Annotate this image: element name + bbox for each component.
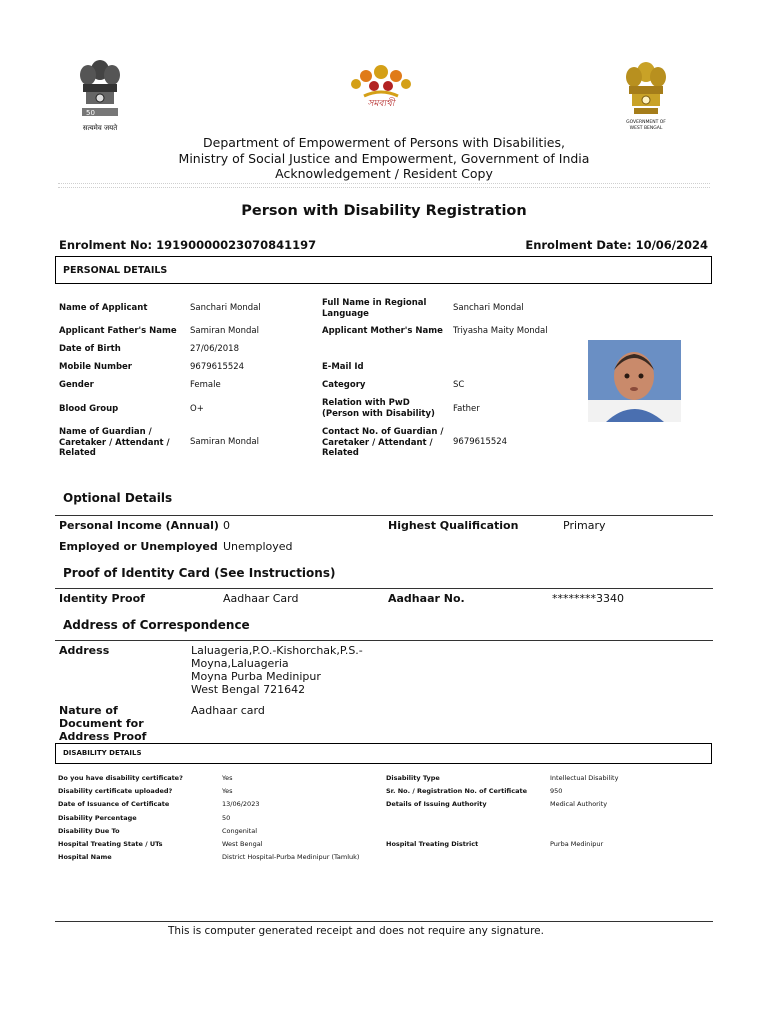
optional-details-title: Optional Details [63, 491, 173, 505]
dob-label: Date of Birth [59, 344, 121, 354]
divider [58, 187, 710, 188]
identity-proof-label: Identity Proof [59, 592, 145, 605]
qualification-value: Primary [563, 519, 606, 532]
divider [55, 588, 713, 589]
regional-name-label: Full Name in Regional Language [322, 298, 427, 319]
disability-type-value: Intellectual Disability [550, 774, 619, 782]
percentage-value: 50 [222, 814, 231, 822]
income-label: Personal Income (Annual) [59, 519, 219, 532]
divider [58, 183, 710, 184]
footer-note: This is computer generated receipt and does not require any signature. [168, 925, 544, 937]
address-label: Address [59, 644, 110, 657]
mother-name: Triyasha Maity Mondal [453, 326, 548, 336]
hospital-district-value: Purba Medinipur [550, 840, 604, 848]
identity-proof-title: Proof of Identity Card (See Instructions) [63, 566, 336, 580]
blood-group-value: O+ [190, 404, 204, 414]
applicant-name: Sanchari Mondal [190, 303, 261, 313]
header-copy-type: Acknowledgement / Resident Copy [275, 166, 493, 181]
issue-date-label: Date of Issuance of Certificate [58, 800, 170, 808]
income-value: 0 [223, 519, 230, 532]
disability-type-label: Disability Type [386, 774, 440, 782]
regional-name: Sanchari Mondal [453, 303, 524, 313]
guardian-contact-label: Contact No. of Guardian / Caretaker / Attendant / Related [322, 427, 444, 458]
category-label: Category [322, 380, 366, 390]
employment-value: Unemployed [223, 540, 293, 553]
national-emblem-left [74, 58, 126, 134]
address-title: Address of Correspondence [63, 618, 250, 632]
address-proof-value: Aadhaar card [191, 704, 265, 717]
relation-label: Relation with PwD (Person with Disability) [322, 398, 435, 419]
certificate-label: Do you have disability certificate? [58, 774, 183, 782]
guardian-contact: 9679615524 [453, 437, 508, 447]
due-to-label: Disability Due To [58, 827, 120, 835]
enrolment-date: Enrolment Date: 10/06/2024 [525, 238, 708, 252]
center-logo [344, 58, 418, 118]
personal-details-header [55, 256, 712, 284]
father-label: Applicant Father's Name [59, 326, 177, 336]
mobile-label: Mobile Number [59, 362, 132, 372]
address-line-2: Moyna,Laluageria [191, 657, 289, 670]
page-title: Person with Disability Registration [241, 203, 527, 219]
mother-label: Applicant Mother's Name [322, 326, 443, 336]
authority-value: Medical Authority [550, 800, 608, 808]
disability-details-title: DISABILITY DETAILS [63, 749, 142, 757]
address-line-4: West Bengal 721642 [191, 683, 306, 696]
hospital-state-value: West Bengal [222, 840, 263, 848]
divider [55, 640, 713, 641]
issue-date-value: 13/06/2023 [222, 800, 260, 808]
hospital-name-label: Hospital Name [58, 853, 112, 861]
mobile-value: 9679615524 [190, 362, 245, 372]
personal-details-title: PERSONAL DETAILS [63, 265, 168, 276]
hospital-name-value: District Hospital-Purba Medinipur (Tamluk) [222, 853, 360, 861]
employment-label: Employed or Unemployed [59, 540, 218, 553]
hospital-district-label: Hospital Treating District [386, 840, 479, 848]
name-label: Name of Applicant [59, 303, 148, 313]
emblem-left-caption: सत्यमेव जयते [82, 124, 118, 132]
certificate-number-value: 950 [550, 787, 563, 795]
identity-proof-value: Aadhaar Card [223, 592, 299, 605]
header-ministry: Ministry of Social Justice and Empowerment, Government of India [178, 150, 590, 166]
hospital-state-label: Hospital Treating State / UTs [58, 840, 163, 848]
address-line-3: Moyna Purba Medinipur [191, 670, 321, 683]
blood-group-label: Blood Group [59, 404, 119, 414]
relation-value: Father [453, 404, 480, 414]
dob-value: 27/06/2018 [190, 344, 239, 354]
disability-details-header [55, 743, 712, 764]
aadhaar-label: Aadhaar No. [388, 592, 465, 605]
svg-text:50: 50 [86, 109, 95, 117]
address-line-1: Laluageria,P.O.-Kishorchak,P.S.- [191, 644, 363, 657]
header-department: Department of Empowerment of Persons with Disabilities, [203, 135, 565, 150]
certificate-value: Yes [222, 774, 233, 782]
guardian-label: Name of Guardian / Caretaker / Attendant / Related [59, 427, 170, 458]
uploaded-value: Yes [222, 787, 233, 795]
guardian-name: Samiran Mondal [190, 437, 259, 447]
percentage-label: Disability Percentage [58, 814, 137, 822]
email-label: E-Mail Id [322, 362, 364, 372]
gender-label: Gender [59, 380, 94, 390]
category-value: SC [453, 380, 465, 390]
aadhaar-value: ********3340 [552, 592, 624, 605]
address-proof-label: Nature of Document for Address Proof [59, 704, 147, 743]
uploaded-label: Disability certificate uploaded? [58, 787, 173, 795]
divider [55, 921, 713, 922]
qualification-label: Highest Qualification [388, 519, 519, 532]
divider [55, 515, 713, 516]
father-name: Samiran Mondal [190, 326, 259, 336]
enrolment-number: Enrolment No: 19190000023070841197 [59, 238, 317, 252]
west-bengal-emblem [620, 60, 672, 132]
emblem-right-caption: GOVERNMENT OF WEST BENGAL [626, 120, 666, 131]
authority-label: Details of Issuing Authority [386, 800, 487, 808]
center-logo-text: সমব্যথী [367, 99, 395, 109]
due-to-value: Congenital [222, 827, 258, 835]
applicant-photo [588, 340, 681, 422]
certificate-number-label: Sr. No. / Registration No. of Certificate [386, 787, 528, 795]
gender-value: Female [190, 380, 221, 390]
